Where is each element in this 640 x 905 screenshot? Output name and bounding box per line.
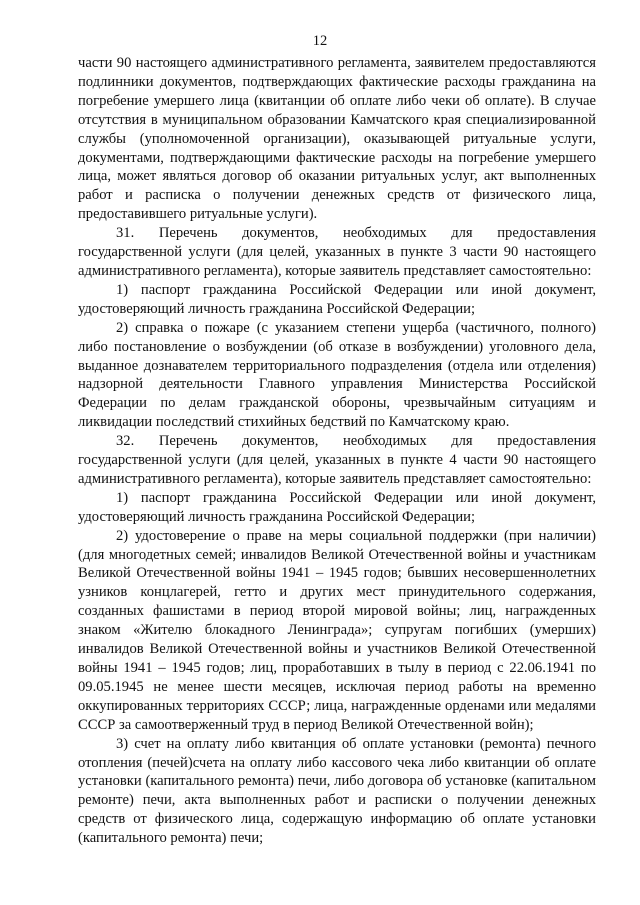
paragraph-32-subitem-2: 2) удостоверение о праве на меры социальной поддержки (при наличии) (для многодетных семей; инвалидов Великой Отечественной войны и участникам Великой Отечественной войны 1941 – 1945 годов; бывших несовершеннолетних узников концлагерей, гетто и других мест принудительного содержания, созданных фашистами в период второй мировой войны; лиц, награжденных знаком «Жителю блокадного Ленинграда»; супругам погибших (умерших) инвалидов Великой Отечественной войны и участников Великой Отечественной войны 1941 – 1945 годов; лиц, проработавших в тылу в период с 22.06.1941 по 09.05.1945 не менее шести месяцев, исключая период работы на временно оккупированных территориях СССР; лица, награжденные орденами или медалями СССР за самоотверженный труд в период Великой Отечественной войн); <box>78 527 596 733</box>
page-number: 12 <box>312 33 328 49</box>
paragraph-item-31: 31. Перечень документов, необходимых для предоставления государственной услуги (для целей, указанных в пункте 3 части 90 настоящего административного регламента), которые заявитель представляет самостоятельно: <box>78 225 596 279</box>
paragraph-31-subitem-2: 2) справка о пожаре (с указанием степени ущерба (частичного, полного) либо постановление о возбуждении (об отказе в возбуждении) уголовного дела, выданное дознавателем территориального подразделения (отдела или отделения) надзорной деятельности Главного управления Министерства Российской Федерации по делам гражданской обороны, чрезвычайным ситуациям и ликвидации последствий стихийных бедствий по Камчатскому краю. <box>78 319 596 431</box>
paragraph-continuation: части 90 настоящего административного регламента, заявителем предоставляются подлинники документов, подтверждающих фактические расходы гражданина на погребение умершего лица (квитанции об оплате либо чеки об оплате). В случае отсутствия в муниципальном образовании Камчатского края специализированной службы (уполномоченной организации), оказывающей ритуальные услуги, документами, подтверждающими фактические расходы на погребение умершего лица, может являться договор об оказании ритуальных услуг, акт выполненных работ и расписка о получении денежных средств от физического лица, предоставившего ритуальные услуги). <box>78 55 596 223</box>
paragraph-32-subitem-3: 3) счет на оплату либо квитанция об оплате установки (ремонта) печного отопления (печей)счета на оплату либо кассового чека либо квитанции об оплате установки (капитального ремонта) печи, либо договора об установке (капитальном ремонте) печи, акта выполненных работ и расписки о получении денежных средств от физического лица, содержащую информацию об оплате установки (капитального ремонта) печи; <box>78 735 596 847</box>
paragraph-32-subitem-1: 1) паспорт гражданина Российской Федерации или иной документ, удостоверяющий личность гражданина Российской Федерации; <box>78 489 596 525</box>
paragraph-31-subitem-1: 1) паспорт гражданина Российской Федерации или иной документ, удостоверяющий личность гражданина Российской Федерации; <box>78 281 596 317</box>
paragraph-item-32: 32. Перечень документов, необходимых для предоставления государственной услуги (для целей, указанных в пункте 4 части 90 настоящего административного регламента), которые заявитель представляет самостоятельно: <box>78 433 596 487</box>
document-body <box>78 54 596 848</box>
